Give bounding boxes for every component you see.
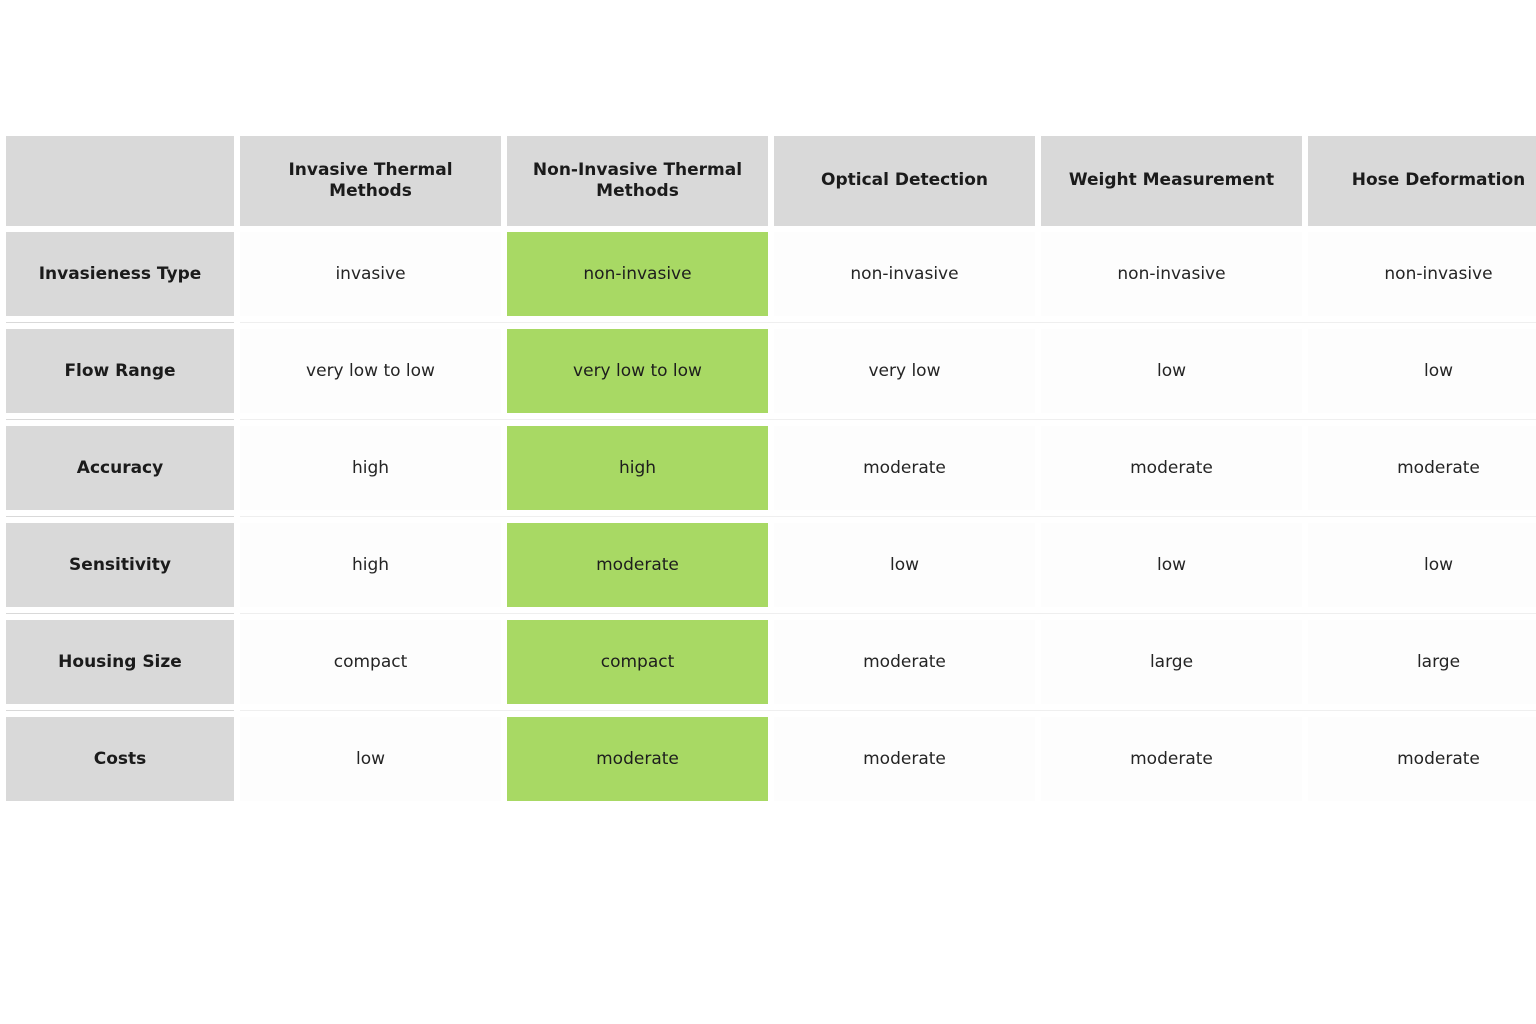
row-separator-gap <box>6 419 234 420</box>
row-separator <box>6 419 1536 420</box>
cell-accuracy-hose-deformation: moderate <box>1308 426 1536 510</box>
table-row <box>6 426 1536 510</box>
table-row <box>6 232 1536 316</box>
column-header-non-invasive-thermal-methods: Non-Invasive Thermal Methods <box>507 136 768 226</box>
cell-costs-hose-deformation: moderate <box>1308 717 1536 801</box>
cell-costs-invasive-thermal-methods: low <box>240 717 501 801</box>
row-separator-gap <box>6 322 234 323</box>
comparison-table <box>0 130 1536 807</box>
row-separator-line <box>240 516 1536 517</box>
row-separator-line <box>240 710 1536 711</box>
table-row <box>6 329 1536 413</box>
cell-accuracy-invasive-thermal-methods: high <box>240 426 501 510</box>
row-header-housing-size: Housing Size <box>6 620 234 704</box>
cell-costs-optical-detection: moderate <box>774 717 1035 801</box>
cell-invasieness-type-optical-detection: non-invasive <box>774 232 1035 316</box>
cell-costs-weight-measurement: moderate <box>1041 717 1302 801</box>
cell-invasieness-type-hose-deformation: non-invasive <box>1308 232 1536 316</box>
table-row <box>6 523 1536 607</box>
row-separator-gap <box>6 613 234 614</box>
table-row <box>6 620 1536 704</box>
cell-housing-size-non-invasive-thermal-methods: compact <box>507 620 768 704</box>
cell-sensitivity-weight-measurement: low <box>1041 523 1302 607</box>
row-separator-line <box>240 322 1536 323</box>
row-separator-line <box>240 613 1536 614</box>
column-header-invasive-thermal-methods: Invasive Thermal Methods <box>240 136 501 226</box>
cell-invasieness-type-weight-measurement: non-invasive <box>1041 232 1302 316</box>
column-header-optical-detection: Optical Detection <box>774 136 1035 226</box>
row-separator <box>6 613 1536 614</box>
cell-accuracy-optical-detection: moderate <box>774 426 1035 510</box>
cell-invasieness-type-non-invasive-thermal-methods: non-invasive <box>507 232 768 316</box>
cell-housing-size-hose-deformation: large <box>1308 620 1536 704</box>
row-separator <box>6 710 1536 711</box>
row-separator-gap <box>6 516 234 517</box>
table-header <box>6 136 1536 226</box>
table-body <box>6 232 1536 801</box>
table-row <box>6 717 1536 801</box>
header-row <box>6 136 1536 226</box>
cell-sensitivity-invasive-thermal-methods: high <box>240 523 501 607</box>
cell-accuracy-weight-measurement: moderate <box>1041 426 1302 510</box>
row-separator-line <box>240 419 1536 420</box>
cell-flow-range-non-invasive-thermal-methods: very low to low <box>507 329 768 413</box>
cell-sensitivity-hose-deformation: low <box>1308 523 1536 607</box>
cell-flow-range-optical-detection: very low <box>774 329 1035 413</box>
table-corner-cell <box>6 136 234 226</box>
cell-invasieness-type-invasive-thermal-methods: invasive <box>240 232 501 316</box>
cell-housing-size-optical-detection: moderate <box>774 620 1035 704</box>
row-header-costs: Costs <box>6 717 234 801</box>
row-header-invasieness-type: Invasieness Type <box>6 232 234 316</box>
cell-housing-size-invasive-thermal-methods: compact <box>240 620 501 704</box>
row-separator <box>6 322 1536 323</box>
cell-costs-non-invasive-thermal-methods: moderate <box>507 717 768 801</box>
comparison-table-wrapper <box>0 130 1536 807</box>
cell-flow-range-weight-measurement: low <box>1041 329 1302 413</box>
column-header-weight-measurement: Weight Measurement <box>1041 136 1302 226</box>
row-separator-gap <box>6 710 234 711</box>
row-header-sensitivity: Sensitivity <box>6 523 234 607</box>
row-header-accuracy: Accuracy <box>6 426 234 510</box>
cell-sensitivity-optical-detection: low <box>774 523 1035 607</box>
row-header-flow-range: Flow Range <box>6 329 234 413</box>
column-header-hose-deformation: Hose Deformation <box>1308 136 1536 226</box>
row-separator <box>6 516 1536 517</box>
cell-housing-size-weight-measurement: large <box>1041 620 1302 704</box>
cell-accuracy-non-invasive-thermal-methods: high <box>507 426 768 510</box>
cell-sensitivity-non-invasive-thermal-methods: moderate <box>507 523 768 607</box>
cell-flow-range-hose-deformation: low <box>1308 329 1536 413</box>
cell-flow-range-invasive-thermal-methods: very low to low <box>240 329 501 413</box>
